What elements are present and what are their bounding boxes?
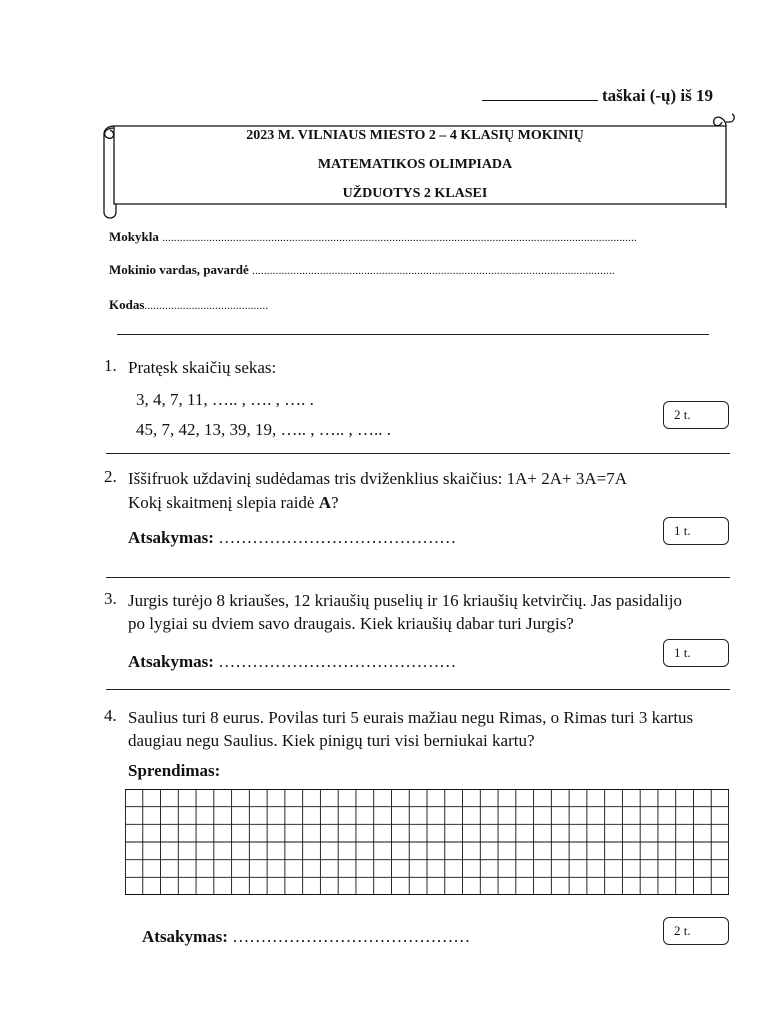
task-2-line-1: Iššifruok uždavinį sudėdamas tris dviženklius skaičius: 1A+ 2A+ 3A=7A [128, 469, 628, 488]
school-dots: ................................................................................................................................................................. [162, 232, 638, 244]
task-2-line-2-suffix: ? [331, 493, 339, 512]
student-name-label: Mokinio vardas, pavardė [109, 262, 249, 277]
task-4-answer-label: Atsakymas: [142, 927, 228, 946]
task-3-answer-label: Atsakymas: [128, 652, 214, 671]
task-1-sequence-1: 3, 4, 7, 11, ….. , …. , …. . [136, 390, 314, 409]
solution-grid[interactable] [125, 789, 729, 895]
task-2-number: 2. [104, 467, 117, 486]
divider [106, 577, 730, 578]
task-1-points-box: 2 t. [663, 401, 729, 429]
task-3-points-box: 1 t. [663, 639, 729, 667]
task-4-points-box: 2 t. [663, 917, 729, 945]
task-4-line-2: daugiau negu Saulius. Kiek pinigų turi visi berniukai kartu? [128, 731, 535, 750]
header-line-2: MATEMATIKOS OLIMPIADA [317, 157, 513, 172]
header-line-1: 2023 M. VILNIAUS MIESTO 2 – 4 KLASIŲ MOKINIŲ [246, 128, 584, 143]
task-1-sequence-2: 45, 7, 42, 13, 39, 19, ….. , ….. , ….. . [136, 420, 391, 439]
score-line [482, 84, 713, 106]
task-3-line-2: po lygiai su dviem savo draugais. Kiek kriaušių dabar turi Jurgis? [128, 614, 574, 633]
task-1-text: Pratęsk skaičių sekas: [128, 358, 277, 377]
school-field[interactable] [109, 229, 637, 245]
task-3-number: 3. [104, 589, 117, 608]
task-2-letter: A [318, 493, 332, 512]
task-2-answer-dots: …………………………………… [218, 528, 457, 547]
header-line-3: UŽDUOTYS 2 KLASEI [342, 186, 488, 201]
task-3-answer[interactable] [128, 652, 456, 672]
task-2-answer[interactable] [128, 528, 456, 548]
code-dots: .......................................... [144, 300, 269, 312]
divider [117, 334, 709, 335]
divider [106, 689, 730, 690]
task-2-line-2 [128, 491, 339, 515]
task-4-number: 4. [104, 706, 117, 725]
school-label: Mokykla [109, 229, 159, 244]
task-3-line-1: Jurgis turėjo 8 kriaušes, 12 kriaušių puselių ir 16 kriaušių ketvirčių. Jas pasidalijo [128, 591, 682, 610]
score-label: taškai (-ų) iš 19 [602, 86, 713, 105]
score-blank[interactable] [482, 84, 598, 101]
code-label: Kodas [109, 297, 145, 312]
divider [106, 453, 730, 454]
task-4-solution-label: Sprendimas: [128, 761, 221, 780]
task-3-answer-dots: …………………………………… [218, 652, 457, 671]
task-2-answer-label: Atsakymas: [128, 528, 214, 547]
task-4-line-1: Saulius turi 8 eurus. Povilas turi 5 eurais mažiau negu Rimas, o Rimas turi 3 kartus [128, 708, 694, 727]
task-4-answer-dots: …………………………………… [232, 927, 471, 946]
task-2-points-box: 1 t. [663, 517, 729, 545]
student-name-field[interactable] [109, 262, 615, 278]
task-1-number: 1. [104, 356, 117, 375]
student-name-dots: ........................................................................................................................... [252, 265, 615, 277]
task-2-line-2-prefix: Kokį skaitmenį slepia raidė [128, 493, 319, 512]
task-4-answer[interactable] [142, 927, 470, 947]
code-field[interactable] [109, 297, 268, 313]
